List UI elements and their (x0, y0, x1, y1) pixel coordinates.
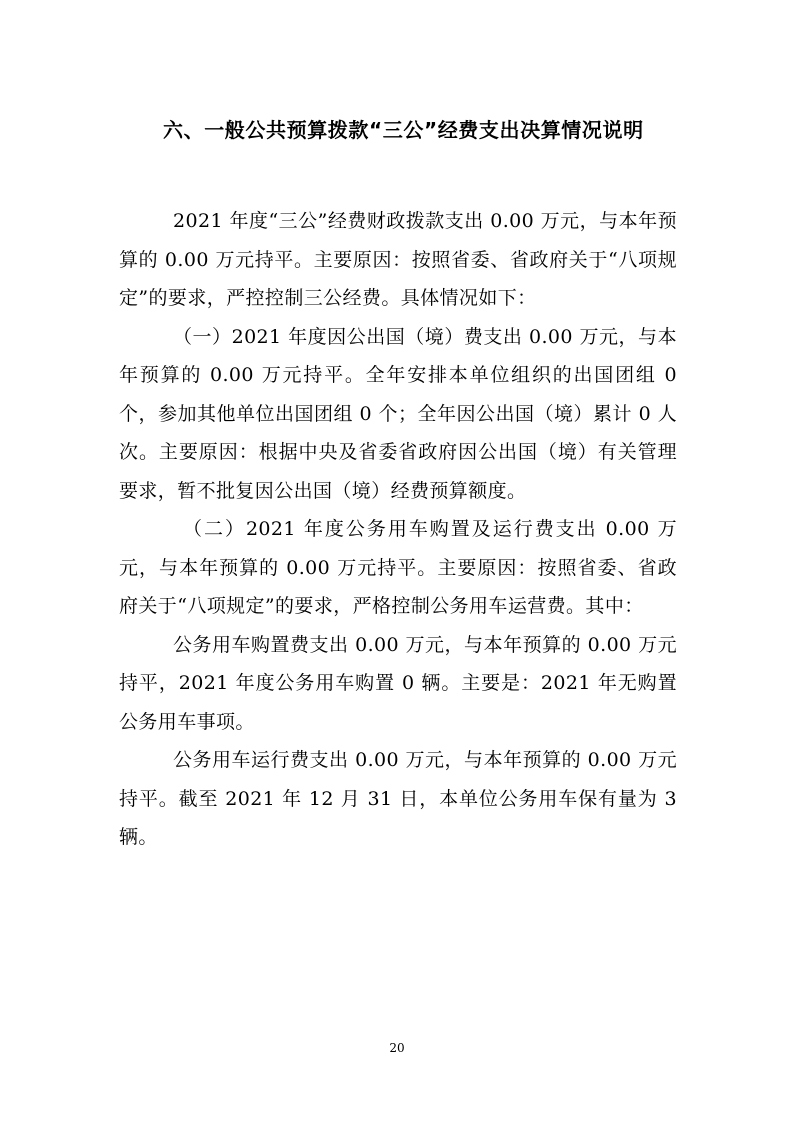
paragraph-overseas-travel: （一）2021 年度因公出国（境）费支出 0.00 万元，与本年预算的 0.00 万元持平。全年安排本单位组织的出国团组 0 个，参加其他单位出国团组 0 个；全年因公出国（境）累计 0 人次。主要原因：根据中央及省委省政府因公出国（境）有关管理要求，暂不批复因公出国（境）经费预算额度。 (119, 325, 677, 502)
section-heading: 六、一般公共预算拨款“三公”经费支出决算情况说明 (163, 118, 644, 142)
paragraph-vehicle-purchase: 公务用车购置费支出 0.00 万元，与本年预算的 0.00 万元持平，2021 年度公务用车购置 0 辆。主要是：2021 年无购置公务用车事项。 (119, 633, 677, 733)
paragraph-vehicle-operation: 公务用车运行费支出 0.00 万元，与本年预算的 0.00 万元持平。截至 2021 年 12 月 31 日，本单位公务用车保有量为 3 辆。 (119, 749, 677, 848)
body-text (119, 202, 677, 857)
paragraph-official-vehicles: （二）2021 年度公务用车购置及运行费支出 0.00 万元，与本年预算的 0.00 万元持平。主要原因：按照省委、省政府关于“八项规定”的要求，严格控制公务用车运营费。其中： (119, 518, 677, 617)
page-number: 20 (389, 1041, 405, 1055)
paragraph-summary: 2021 年度“三公”经费财政拨款支出 0.00 万元，与本年预算的 0.00 万元持平。主要原因：按照省委、省政府关于“八项规定”的要求，严控控制三公经费。具体情况如下： (119, 210, 677, 309)
